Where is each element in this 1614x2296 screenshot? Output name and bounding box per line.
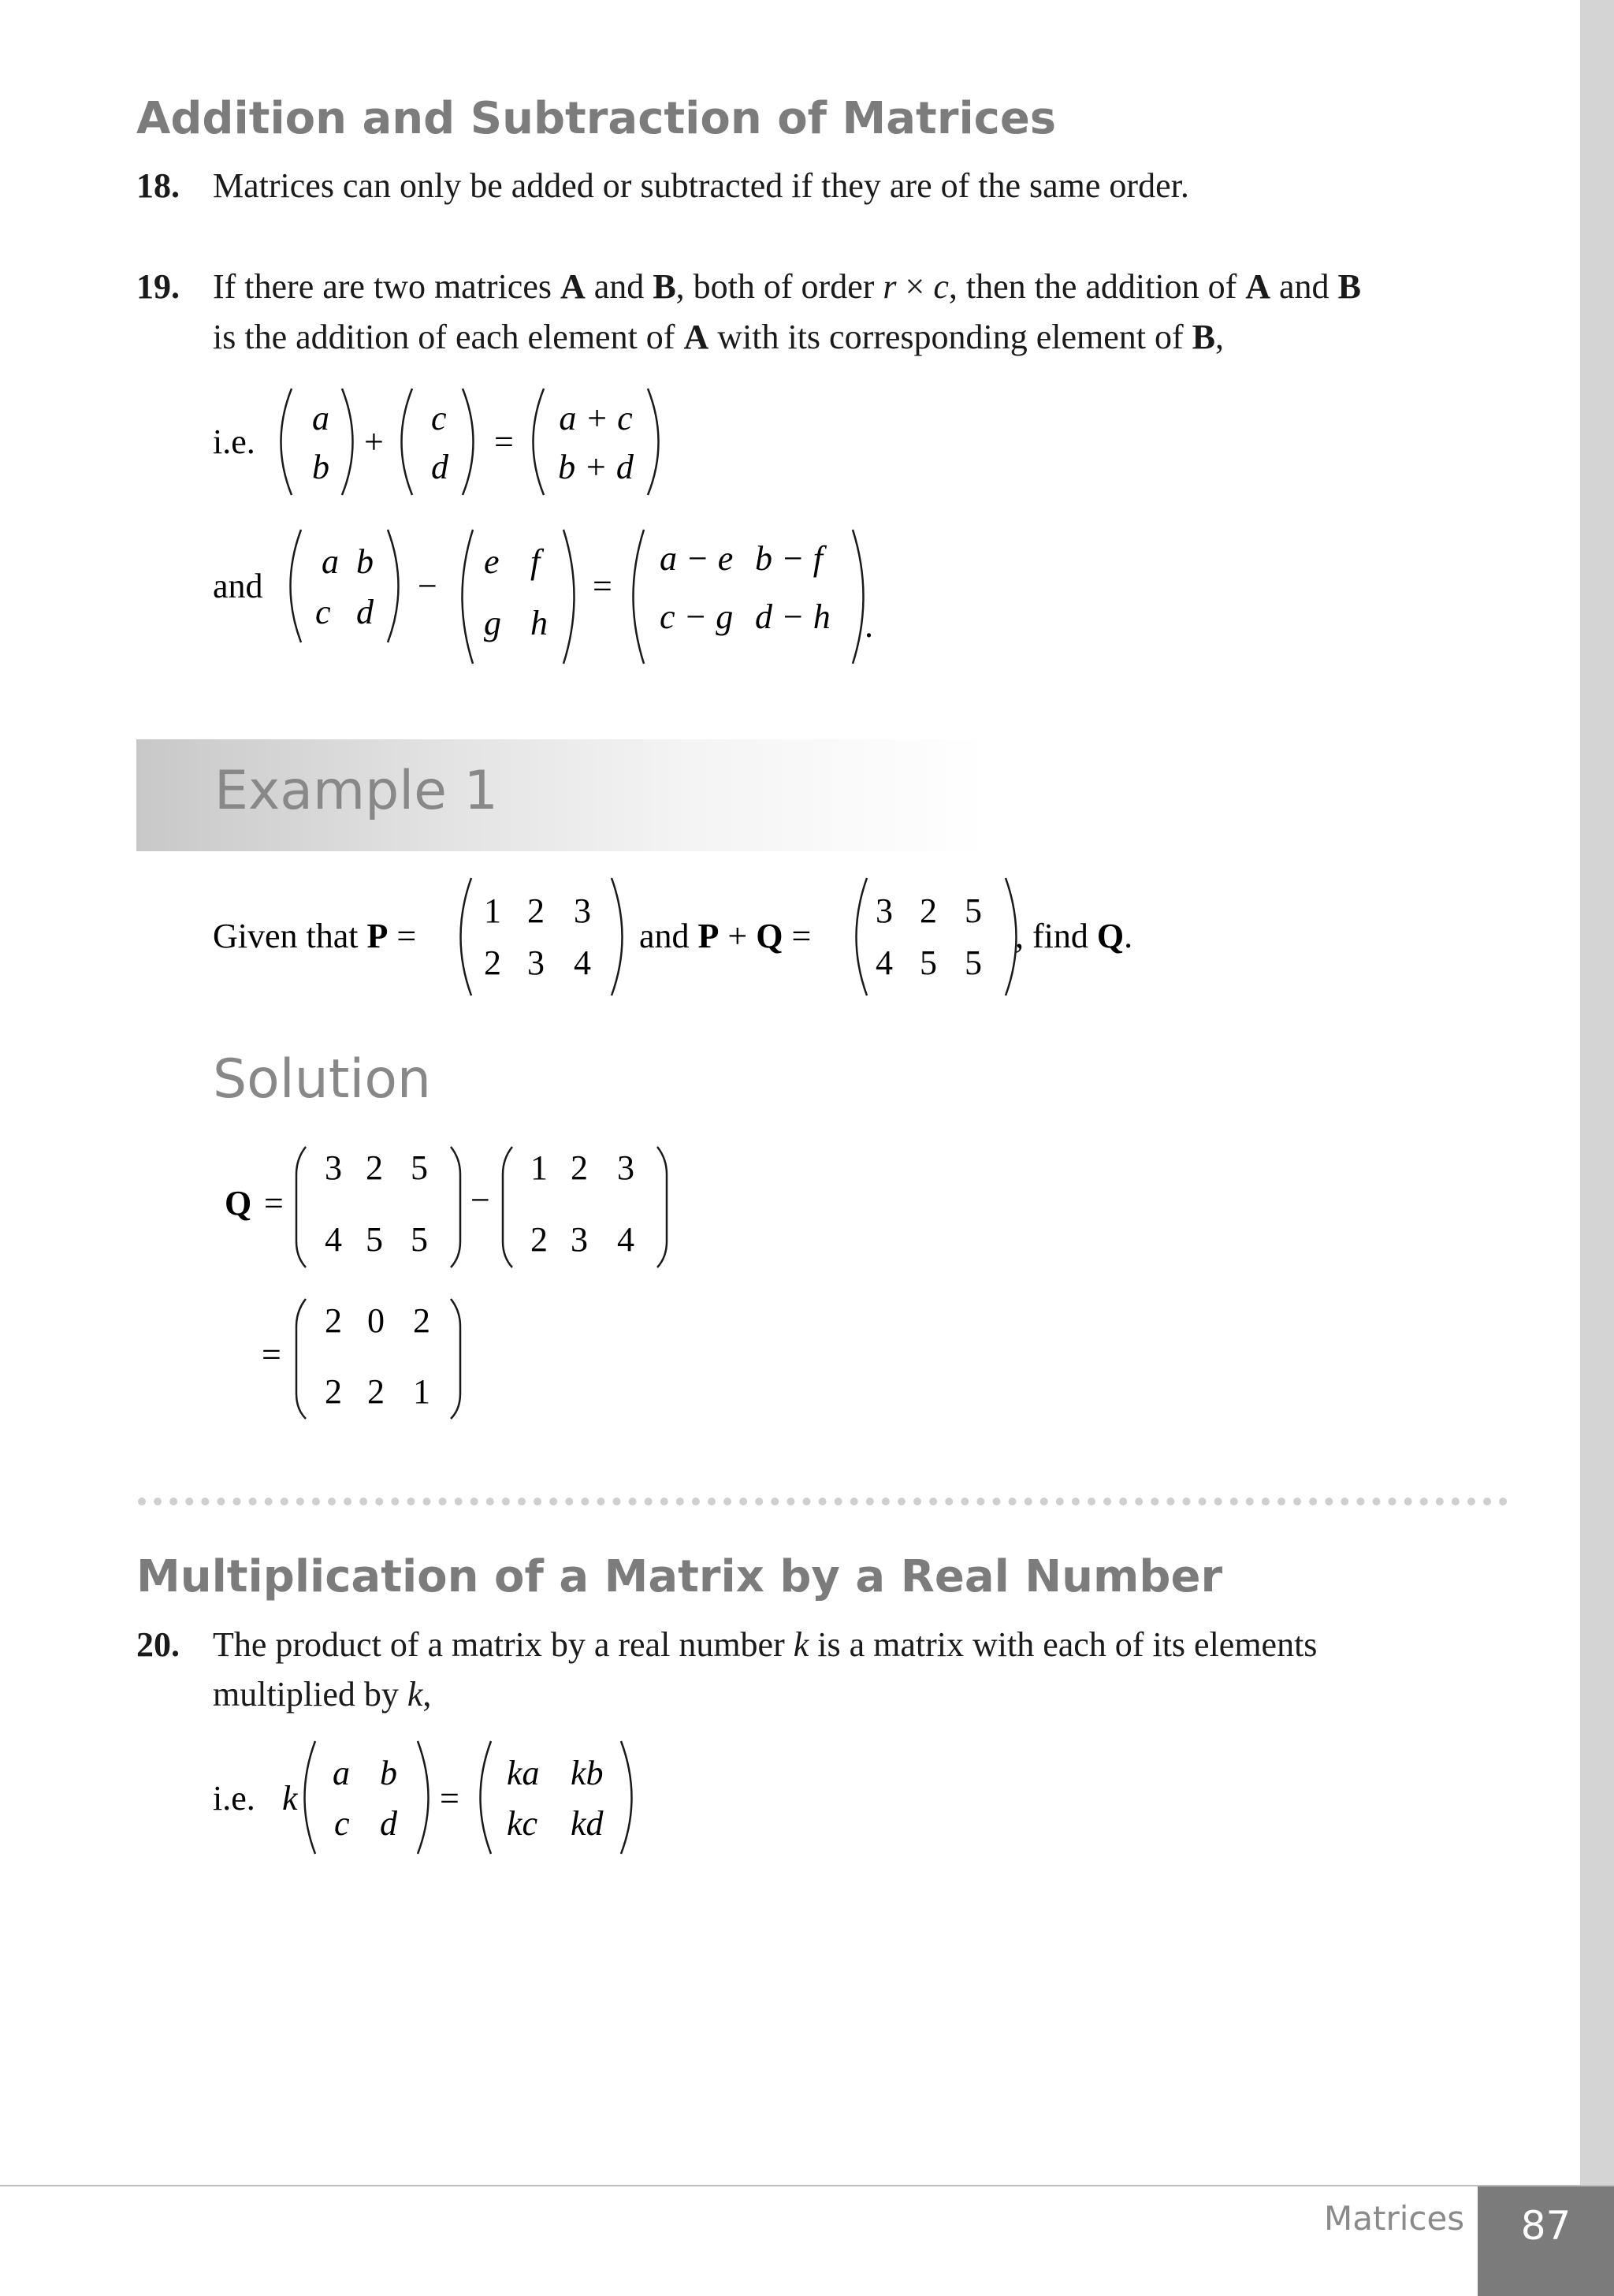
sub-m2-cell: e: [484, 542, 500, 581]
example-given-text: Given that P =: [213, 917, 417, 955]
item-19-number: 19.: [136, 267, 180, 306]
sub-m3-cell: b − f: [755, 539, 823, 578]
plus-sign: +: [364, 422, 384, 461]
ie-label-1: i.e.: [213, 422, 255, 461]
mul-m1-cell: b: [380, 1754, 397, 1792]
mul-m1-cell: a: [333, 1754, 350, 1792]
section-heading-multiplication: Multiplication of a Matrix by a Real Number: [136, 1551, 1223, 1602]
add-m3-cell: b + d: [558, 448, 634, 486]
add-m1-cell: a: [312, 399, 329, 437]
result-cell: 1: [413, 1372, 430, 1411]
matrix-P-cell: 1: [484, 891, 501, 930]
item-19-line-2: is the addition of each element of A with its corresponding element of B,: [213, 318, 1225, 356]
footer-rule: [0, 2185, 1614, 2186]
equals-sign: =: [593, 567, 612, 605]
mul-m2-cell: kd: [571, 1804, 604, 1843]
sub-m1-cell: b: [356, 542, 374, 581]
mul-m1-cell: c: [334, 1804, 350, 1843]
sub-m2-cell: h: [530, 604, 548, 642]
result-cell: 2: [325, 1372, 342, 1411]
matrix-PQ-cell: 5: [965, 943, 982, 982]
sol-m1-cell: 2: [366, 1148, 383, 1187]
page-number: 87: [1520, 2203, 1571, 2249]
matrix-PQ-cell: 5: [965, 891, 982, 930]
matrix-PQ-cell: 2: [920, 891, 937, 930]
matrix-P-cell: 3: [574, 891, 591, 930]
scalar-k: k: [282, 1779, 298, 1818]
sol-m2-cell: 2: [530, 1220, 548, 1259]
solution-minus: −: [470, 1181, 490, 1219]
example-title: Example 1: [214, 760, 498, 822]
solution-Q-label: Q: [225, 1184, 252, 1222]
sol-m1-cell: 3: [325, 1148, 342, 1187]
mul-m2-cell: kb: [571, 1754, 604, 1792]
sub-m2-cell: g: [484, 604, 501, 642]
sub-m3-cell: c − g: [660, 597, 734, 636]
item-20-line-2: multiplied by k,: [213, 1675, 432, 1714]
period: .: [865, 606, 873, 645]
item-18-number: 18.: [136, 166, 180, 205]
sub-m1-cell: c: [315, 593, 331, 631]
example-find-text: , find Q.: [1015, 917, 1133, 955]
footer-chapter-label: Matrices: [1324, 2199, 1465, 2238]
section-heading-addition: Addition and Subtraction of Matrices: [136, 93, 1057, 144]
mul-m2-cell: kc: [507, 1804, 538, 1843]
mul-m2-cell: ka: [507, 1754, 540, 1792]
result-cell: 0: [367, 1301, 385, 1340]
add-m1-cell: b: [312, 448, 329, 486]
matrix-P-cell: 2: [484, 943, 501, 982]
minus-sign: −: [418, 567, 437, 605]
sol-m2-cell: 3: [571, 1220, 588, 1259]
add-m2-cell: c: [431, 399, 447, 437]
matrix-P-cell: 2: [527, 891, 545, 930]
sub-m3-cell: a − e: [660, 539, 734, 578]
matrix-PQ-cell: 5: [920, 943, 937, 982]
sub-m2-cell: f: [530, 542, 541, 581]
result-cell: 2: [413, 1301, 430, 1340]
example-and-text: and P + Q =: [639, 917, 812, 955]
solution-equals: =: [264, 1184, 284, 1222]
sol-m1-cell: 5: [411, 1220, 428, 1259]
mul-matrix-1: [305, 1741, 429, 1854]
result-equals: =: [262, 1335, 281, 1374]
item-20-line-1: The product of a matrix by a real number k is a matrix with each of its elements: [213, 1625, 1318, 1664]
item-19-line-1: If there are two matrices A and B, both of order r × c, then the addition of A and B: [213, 267, 1361, 306]
sol-m2-cell: 4: [617, 1220, 634, 1259]
mul-matrix-2: [481, 1741, 632, 1854]
and-label: and: [213, 567, 263, 605]
item-18-text: Matrices can only be added or subtracted if they are of the same order.: [213, 166, 1189, 205]
sol-m1-cell: 5: [366, 1220, 383, 1259]
result-cell: 2: [325, 1301, 342, 1340]
matrix-PQ-cell: 4: [876, 943, 893, 982]
mul-m1-cell: d: [380, 1804, 397, 1843]
sub-m1-cell: d: [356, 593, 374, 631]
solution-title: Solution: [213, 1048, 432, 1111]
ie-label-2: i.e.: [213, 1779, 255, 1818]
result-cell: 2: [367, 1372, 385, 1411]
sol-m1-cell: 4: [325, 1220, 342, 1259]
matrix-P-cell: 4: [574, 943, 591, 982]
add-m3-cell: a + c: [559, 399, 633, 437]
sol-m2-cell: 1: [530, 1148, 548, 1187]
sol-m2-cell: 2: [571, 1148, 588, 1187]
matrix-PQ-cell: 3: [876, 891, 893, 930]
equals-sign: =: [440, 1779, 459, 1818]
sol-m2-cell: 3: [617, 1148, 634, 1187]
equals-sign: =: [494, 422, 514, 461]
sub-m1-cell: a: [322, 542, 339, 581]
item-20-number: 20.: [136, 1625, 180, 1664]
sub-m3-cell: d − h: [755, 597, 831, 636]
matrix-P-cell: 3: [527, 943, 545, 982]
add-m2-cell: d: [431, 448, 448, 486]
sol-m1-cell: 5: [411, 1148, 428, 1187]
